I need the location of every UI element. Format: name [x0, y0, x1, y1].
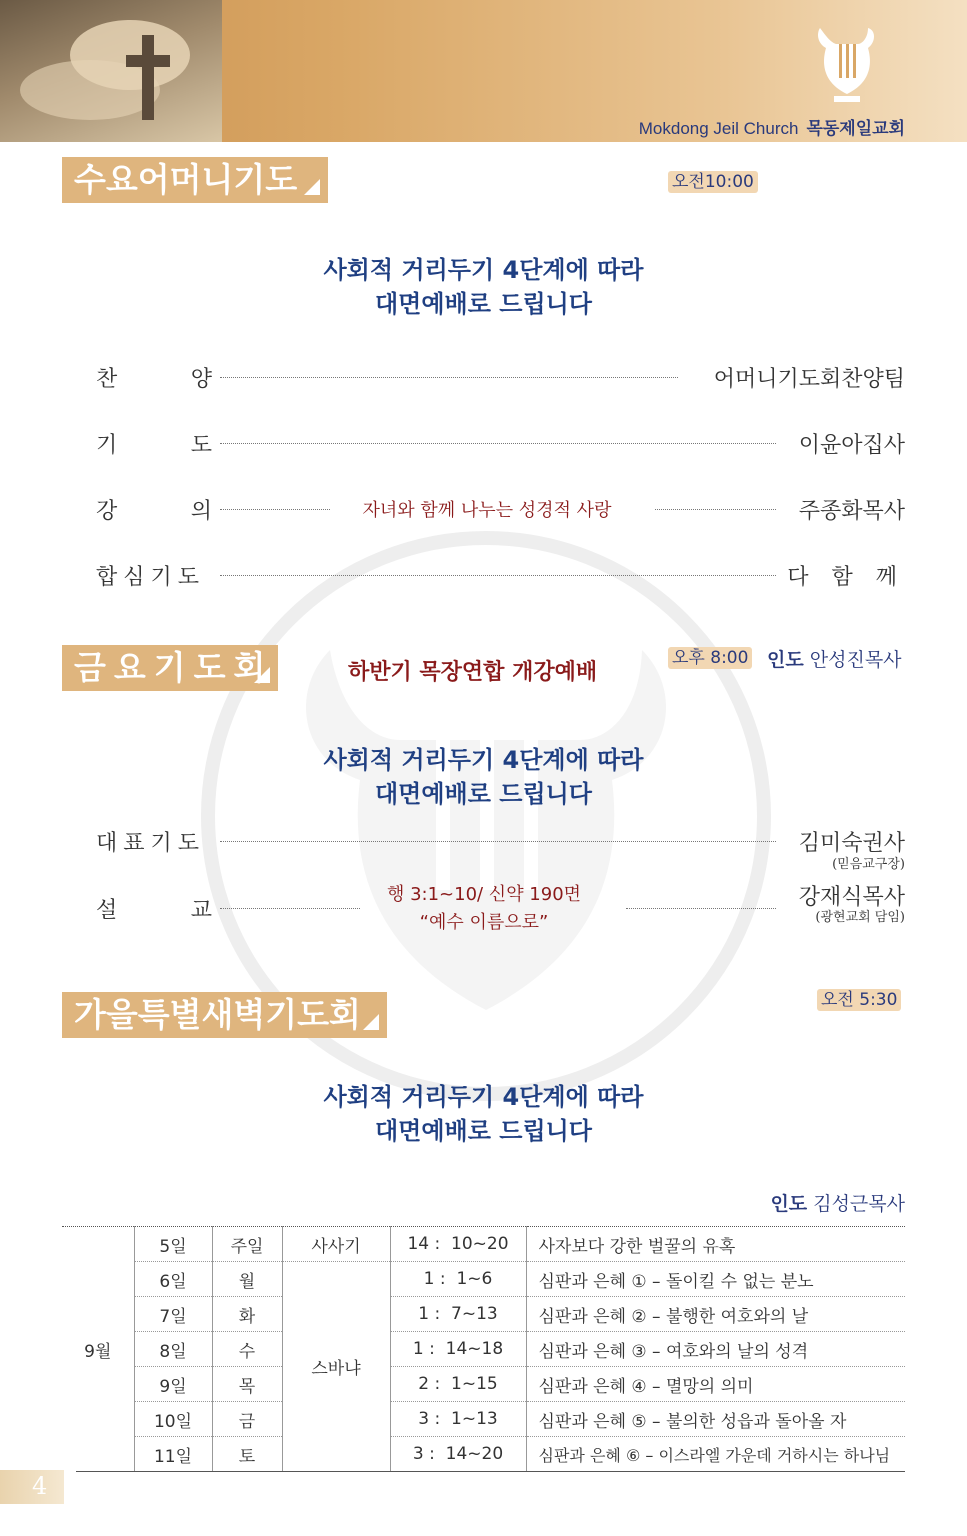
schedule-title: 심판과 은혜 ④ – 멸망의 의미 [526, 1367, 905, 1402]
leader-label: 인도 [770, 1193, 808, 1215]
schedule-day: 금 [212, 1402, 282, 1437]
schedule-passage: 14 : 10~20 [390, 1227, 526, 1262]
friday-leader [767, 645, 902, 672]
chapter: 1 [412, 1339, 424, 1359]
church-name-english: Mokdong Jeil Church [638, 119, 799, 138]
schedule-date: 11일 [134, 1437, 212, 1472]
chapter: 1 [418, 1304, 430, 1324]
label-part: 강 [96, 499, 118, 524]
wednesday-time-badge: 오전10:00 [668, 171, 758, 193]
schedule-date: 8일 [134, 1332, 212, 1367]
schedule-book: 사사기 [282, 1227, 390, 1262]
schedule-passage: 3 : 14~20 [390, 1437, 526, 1472]
table-row [62, 1402, 905, 1437]
sermon-preacher-value: 강재식목사 [798, 885, 905, 910]
church-name [639, 114, 905, 139]
verses: 1~15 [451, 1374, 498, 1394]
schedule-book: 스바냐 [282, 1262, 390, 1472]
schedule-day: 수 [212, 1332, 282, 1367]
page-header [0, 0, 967, 142]
schedule-date: 10일 [134, 1402, 212, 1437]
table-row [62, 1297, 905, 1332]
friday-notice [0, 743, 967, 811]
leader-name: 안성진목사 [809, 649, 902, 671]
dotted-leader [220, 841, 776, 842]
friday-service-subtitle: 하반기 목장연합 개강예배 [348, 660, 598, 685]
sermon-preacher-role: (광현교회 담임) [815, 910, 905, 925]
notice-line-2: 대면예배로 드립니다 [374, 780, 592, 808]
schedule-title: 심판과 은혜 ② – 불행한 여호와의 날 [526, 1297, 905, 1332]
wednesday-title-text: 수요어머니기도회 [74, 160, 298, 245]
friday-section-title [62, 645, 278, 691]
dawn-title-text: 가을특별새벽기도회 [74, 995, 361, 1034]
schedule-passage: 1 : 14~18 [390, 1332, 526, 1367]
schedule-day: 화 [212, 1297, 282, 1332]
chapter: 14 [407, 1234, 430, 1254]
dawn-schedule-table [62, 1226, 905, 1472]
schedule-month: 9월 [62, 1227, 134, 1472]
table-row [62, 1262, 905, 1297]
schedule-title: 심판과 은혜 ① – 돌이킬 수 없는 분노 [526, 1262, 905, 1297]
label-part: 찬 [96, 367, 118, 392]
praise-leader-value: 어머니기도회찬양팀 [713, 367, 905, 392]
schedule-title: 심판과 은혜 ⑤ – 불의한 성읍과 돌아올 자 [526, 1402, 905, 1437]
schedule-passage: 2 : 1~15 [390, 1367, 526, 1402]
corner-arrow-icon [254, 667, 270, 683]
representative-prayer-role: (믿음교구장) [832, 857, 905, 872]
notice-line-1: 사회적 거리두기 4단계에 따라 [323, 1083, 644, 1111]
order-label-praise [96, 362, 212, 393]
schedule-day: 목 [212, 1367, 282, 1402]
representative-prayer-value: 김미숙권사 [798, 831, 905, 856]
verses: 10~20 [451, 1234, 509, 1254]
schedule-date: 6일 [134, 1262, 212, 1297]
order-label-lecture [96, 494, 212, 525]
order-label-representative-prayer: 대표기도 [96, 831, 206, 856]
wednesday-notice [0, 253, 967, 321]
verses: 1~13 [451, 1409, 498, 1429]
notice-line-2: 대면예배로 드립니다 [374, 1117, 592, 1145]
friday-time-badge: 오후 8:00 [668, 647, 752, 669]
page-number: 4 [32, 1472, 48, 1500]
sermon-scripture: 행 3:1~10/ 신약 190면 [386, 884, 582, 905]
dotted-leader [626, 908, 776, 909]
page-number-tab [0, 1470, 76, 1504]
table-row [62, 1227, 905, 1262]
dawn-leader [770, 1189, 905, 1216]
united-prayer-value: 다 함 께 [787, 565, 905, 590]
verses: 14~20 [445, 1444, 504, 1464]
schedule-date: 9일 [134, 1367, 212, 1402]
corner-arrow-icon [363, 1014, 379, 1030]
chapter: 3 [418, 1409, 430, 1429]
schedule-passage: 3 : 1~13 [390, 1402, 526, 1437]
notice-line-1: 사회적 거리두기 4단계에 따라 [323, 746, 644, 774]
verses: 1~6 [456, 1269, 493, 1289]
wednesday-section-title [62, 157, 328, 245]
corner-arrow-icon [304, 179, 320, 195]
leader-label: 인도 [767, 649, 804, 671]
page-tab-divider [64, 1470, 76, 1504]
cross-icon [118, 30, 178, 125]
schedule-date: 7일 [134, 1297, 212, 1332]
sermon-title: “예수 이름으로” [419, 912, 549, 933]
label-part: 의 [190, 499, 212, 524]
dotted-leader [220, 443, 776, 444]
schedule-day: 토 [212, 1437, 282, 1472]
schedule-title: 사자보다 강한 벌꿀의 유혹 [526, 1227, 905, 1262]
dotted-leader [220, 908, 360, 909]
table-row [62, 1332, 905, 1367]
label-part: 교 [190, 898, 212, 923]
schedule-passage: 1 : 1~6 [390, 1262, 526, 1297]
label-part: 도 [190, 433, 212, 458]
schedule-date: 5일 [134, 1227, 212, 1262]
table-row [62, 1437, 905, 1472]
chapter: 1 [423, 1269, 435, 1289]
dawn-time-badge: 오전 5:30 [817, 989, 901, 1011]
table-row [62, 1367, 905, 1402]
label-part: 기 [96, 433, 118, 458]
church-lyre-logo-icon [812, 22, 882, 104]
schedule-title: 심판과 은혜 ③ – 여호와의 날의 성격 [526, 1332, 905, 1367]
notice-line-2: 대면예배로 드립니다 [374, 290, 592, 318]
church-name-korean: 목동제일교회 [806, 119, 905, 139]
order-label-sermon [96, 893, 212, 924]
leader-name: 김성근목사 [813, 1193, 905, 1215]
dotted-leader [220, 377, 678, 378]
friday-title-text: 금요기도회 [74, 648, 274, 687]
prayer-leader-value: 이윤아집사 [798, 433, 905, 458]
label-part: 양 [190, 367, 212, 392]
schedule-day: 주일 [212, 1227, 282, 1262]
dawn-notice [0, 1080, 967, 1148]
schedule-title: 심판과 은혜 ⑥ – 이스라엘 가운데 거하시는 하나님 [526, 1437, 905, 1472]
lecture-leader-value: 주종화목사 [798, 499, 905, 524]
verses: 7~13 [451, 1304, 498, 1324]
order-label-united-prayer: 합심기도 [96, 565, 206, 590]
schedule-passage: 1 : 7~13 [390, 1297, 526, 1332]
chapter: 3 [412, 1444, 424, 1464]
schedule-day: 월 [212, 1262, 282, 1297]
dotted-leader [655, 509, 776, 510]
verses: 14~18 [445, 1339, 504, 1359]
lecture-topic: 자녀와 함께 나누는 성경적 사랑 [362, 500, 612, 521]
chapter: 2 [418, 1374, 430, 1394]
order-label-prayer [96, 428, 212, 459]
dotted-leader [220, 575, 776, 576]
notice-line-1: 사회적 거리두기 4단계에 따라 [323, 256, 644, 284]
label-part: 설 [96, 898, 118, 923]
dotted-leader [220, 509, 330, 510]
dawn-section-title [62, 992, 387, 1038]
praying-hands-photo [0, 0, 222, 142]
